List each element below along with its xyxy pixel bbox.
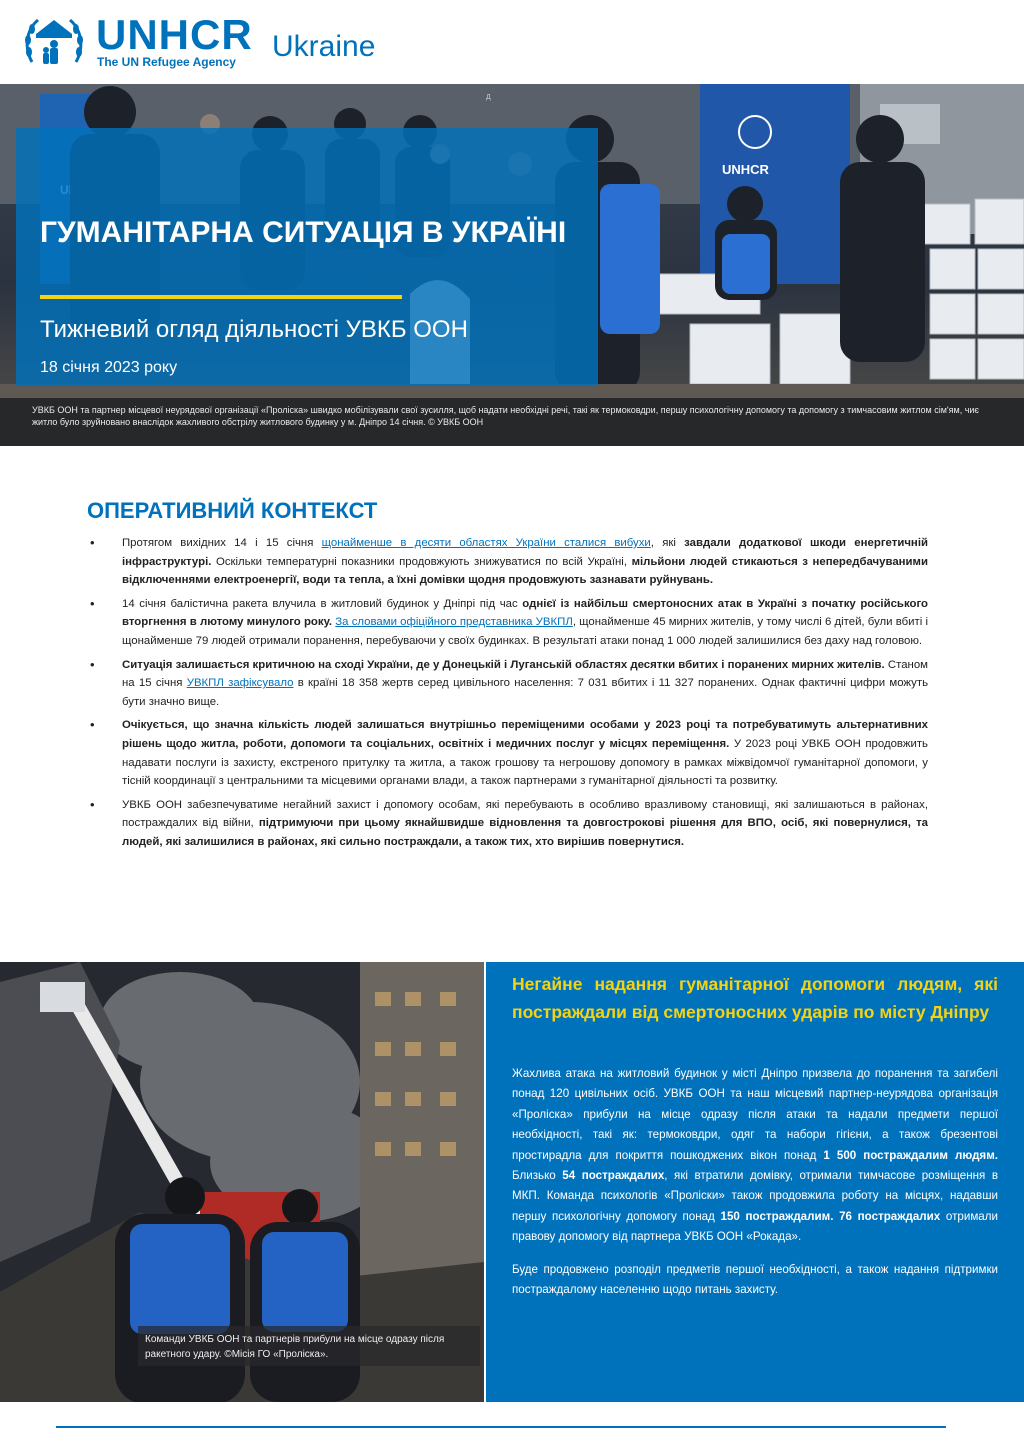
bullet-text: Протягом вихідних 14 і 15 січня — [122, 537, 322, 549]
ohchr-spokesperson-link[interactable]: За словами офіційного представника УВКПЛ — [335, 616, 573, 629]
paragraph-bold-text: 150 постраждалим. 76 постраждалих — [720, 1209, 941, 1223]
bullet-text: УВКБ ООН забезпечуватиме негайний захист і допомогу особам, які перебувають в особливо вразливому становищі, які залишаються в районах, постраждалих від війни, — [122, 798, 928, 830]
paragraph-text: отримали правову допомогу від партнера УВКБ ООН «Рокада». — [512, 1209, 998, 1244]
ohchr-recorded-link[interactable]: УВКПЛ зафіксувало — [186, 677, 294, 690]
explosions-link[interactable]: щонайменше в десяти областях України сталися вибухи — [321, 537, 651, 549]
highlight-box-title: Негайне надання гуманітарної допомоги людям, які постраждали від смертоносних ударів по місту Дніпру — [512, 974, 998, 1022]
paragraph-bold-text: 1 500 постраждалим людям. — [823, 1148, 998, 1162]
bullet-item — [90, 716, 928, 790]
bullet-bold-text: однієї із найбільш смертоносних атак в Україні з початку російського вторгнення в лютому минулого року. — [122, 597, 928, 629]
bullet-text: в країні 18 358 жертв серед цивільного населення: 7 031 вбитих і 11 327 поранених. Однак фактичні цифри можуть бути значно вище. — [122, 677, 929, 708]
bullet-bold-text: Ситуація залишається критичною на сході України, де у Донецькій і Луганській областях десятки вбитих і поранених мирних жителів. — [122, 658, 885, 671]
bullet-item — [90, 595, 928, 651]
highlight-paragraph: Буде продовжено розподіл предметів першої необхідності, а також надання підтримки постраждалому населенню щодо питань захисту. — [512, 1262, 998, 1297]
bullet-text: , які — [650, 537, 685, 549]
highlight-paragraph — [512, 1064, 998, 1248]
photo-caption: Команди УВКБ ООН та партнерів прибули на місце одразу після ракетного удару. ©Місія ГО «Проліска». — [145, 1334, 445, 1360]
bullet-item — [90, 534, 928, 590]
logo-wordmark: UNHCR — [96, 11, 253, 58]
paragraph-text: Жахлива атака на житловий будинок у місті Дніпро призвела до поранення та загибелі понад 120 цивільних осіб. УВКБ ООН та наш місцевий партнер-неурядова організація «Проліска» прибули на місце одразу після атаки та надали предмети першої необхідності, такі як: термоковдри, одяг та набори гігієни, а також брезентові простирадла для покриття пошкоджених вікон понад — [512, 1067, 998, 1162]
bullet-text: , щонайменше 45 мирних жителів, у тому числі 6 дітей, були вбиті і щонайменше 79 людей отримали поранення, перебуваючи у своїх будинках. В результаті атаки понад 1 000 людей залишилися без даху над головою. — [122, 616, 928, 647]
section-title: ОПЕРАТИВНИЙ КОНТЕКСТ — [87, 498, 378, 523]
highlight-box-body — [512, 1064, 998, 1312]
hero-photo-credit: Д — [486, 94, 491, 101]
bullet-bold-text: підтримуючи при цьому якнайшвидше відновлення та довгострокові рішення для ВПО, осіб, які повернулися, та людей, які залишилися в районах, які сильно постраждали, а також тих, хто вирішив повернутися. — [122, 817, 928, 848]
bullet-item — [90, 796, 928, 852]
hero-caption: УВКБ ООН та партнер місцевої неурядової організації «Проліска» швидко мобілізували свої зусилля, щоб надати необхідні речі, такі як термоковдри, першу психологічну допомогу та допомогу з тимчасовим житлом сім'ям, чиє житло було зруйновано внаслідок жахливого обстрілу житлового будинку у м. Дніпро 14 січня. © УВКБ ООН — [32, 405, 980, 427]
logo-tagline: The UN Refugee Agency — [97, 55, 236, 69]
paragraph-text: Близько — [512, 1169, 563, 1183]
context-bullet-list — [90, 534, 928, 857]
hero-title-panel — [16, 128, 598, 386]
page-subtitle: Тижневий огляд діяльності УВКБ ООН — [40, 316, 468, 343]
footer-divider — [56, 1426, 946, 1428]
page-title: ГУМАНІТАРНА СИТУАЦІЯ В УКРАЇНІ — [40, 216, 567, 249]
country-label: Ukraine — [272, 30, 376, 63]
bullet-text: Станом на 15 січня — [122, 658, 928, 690]
page-header — [0, 0, 1024, 84]
bullet-text: 14 січня балістична ракета влучила в житловий будинок у Дніпрі під час — [122, 597, 523, 610]
paragraph-bold-text: 54 постраждалих — [562, 1169, 665, 1183]
title-underline — [40, 295, 402, 299]
bullet-bold-text: мільйони людей стикаються з непередбачуваними відключеннями електроенергії, води та тепла, а їхні домівки щодня продовжують зазнавати руйнувань. — [122, 555, 928, 587]
unhcr-emblem-icon — [22, 12, 86, 70]
bullet-bold-text: Очікується, що значна кількість людей залишаться внутрішньо переміщеними особами у 2023 році та потребуватимуть альтернативних рішень щодо житла, роботи, допомоги та соціальних, освітніх і медичних послуг у місцях переміщення. — [122, 719, 928, 750]
bullet-text: Оскільки температурні показники продовжують знижуватися по всій Україні, — [211, 555, 632, 568]
report-date: 18 січня 2023 року — [40, 359, 178, 376]
bullet-item — [90, 656, 928, 712]
bullet-bold-text: завдали додаткової шкоди енергетичній інфраструктурі. — [122, 537, 928, 568]
banner-text-right: UNHCR — [722, 162, 769, 177]
bullet-text: У 2023 році УВКБ ООН продовжить надавати послуги із захисту, екстреного притулку та житла, а також грошову та негрошову допомогу в рамках міжвідомчої гуманітарної допомоги, у тісній координації з центральними та місцевими органами влади, а також партнерами з гуманітарної діяльності та розвитку. — [122, 737, 928, 788]
paragraph-text: , які втратили домівку, отримали тимчасове розміщення в МКП. Команда психологів «Проліски» також продовжила роботу на місцях, надавши першу психологічну допомогу понад — [512, 1169, 999, 1223]
